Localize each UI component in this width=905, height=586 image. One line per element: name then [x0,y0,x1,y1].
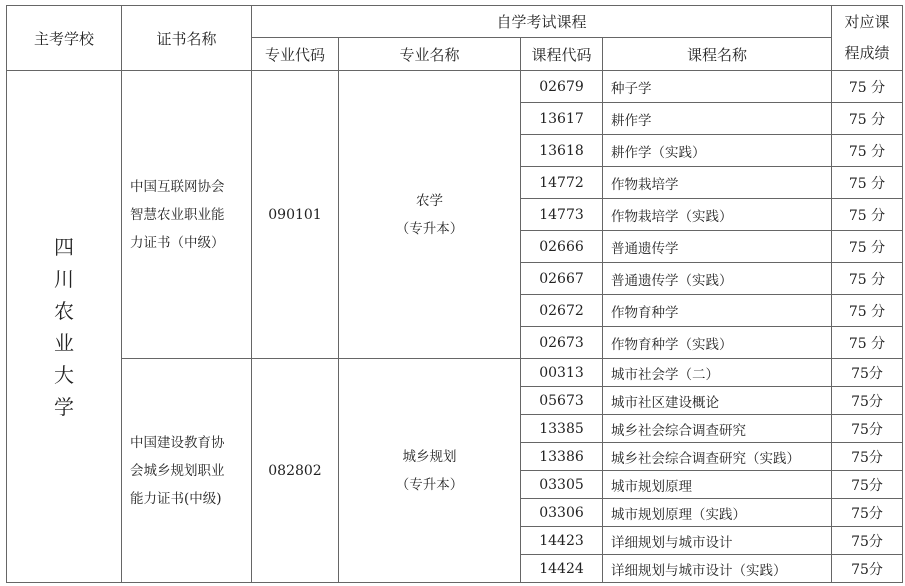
course-equivalence-table [6,5,903,583]
header-score-line1: 对应课 [844,13,890,31]
course-score: 75 分 [832,135,903,167]
cert-line: 会城乡规划职业 [130,462,225,479]
course-name: 作物栽培学（实践） [603,199,832,231]
table-body [7,6,903,583]
cert-line: 智慧农业职业能 [130,206,225,223]
course-code: 14773 [521,199,603,231]
course-name: 城市规划原理 [603,471,832,499]
school-char: 农 [54,298,74,323]
course-name: 城乡社会综合调查研究（实践） [603,443,832,471]
course-score: 75分 [832,415,903,443]
header-self-study: 自学考试课程 [252,6,832,38]
course-row [7,71,903,103]
course-name: 作物栽培学 [603,167,832,199]
header-school: 主考学校 [7,6,122,71]
course-name: 作物育种学（实践） [603,327,832,359]
major-line: 城乡规划 [402,448,457,465]
course-score: 75分 [832,471,903,499]
school-char: 学 [54,394,74,419]
course-score: 75 分 [832,167,903,199]
major-name [339,71,521,359]
cert-line: 中国建设教育协 [130,434,225,451]
course-code: 14772 [521,167,603,199]
cert-name [122,359,252,583]
school-char: 大 [54,362,74,387]
major-line: （专升本） [395,220,464,237]
course-name: 普通遗传学（实践） [603,263,832,295]
course-score: 75分 [832,527,903,555]
course-name: 种子学 [603,71,832,103]
course-code: 03305 [521,471,603,499]
school-char: 业 [54,330,74,355]
course-name: 城市社区建设概论 [603,387,832,415]
course-code: 03306 [521,499,603,527]
course-score: 75 分 [832,103,903,135]
school-name [7,71,122,583]
course-score: 75分 [832,443,903,471]
course-code: 13385 [521,415,603,443]
major-line: （专升本） [395,476,464,493]
course-name: 作物育种学 [603,295,832,327]
course-row [7,359,903,387]
course-code: 02672 [521,295,603,327]
course-name: 详细规划与城市设计（实践） [603,555,832,583]
header-cert: 证书名称 [122,6,252,71]
course-name: 城市社会学（二） [603,359,832,387]
course-score: 75分 [832,359,903,387]
course-score: 75 分 [832,327,903,359]
header-course-code: 课程代码 [521,38,603,71]
course-code: 14424 [521,555,603,583]
course-name: 城市规划原理（实践） [603,499,832,527]
course-code: 00313 [521,359,603,387]
course-score: 75 分 [832,295,903,327]
course-code: 02679 [521,71,603,103]
course-code: 02667 [521,263,603,295]
cert-line: 力证书（中级） [130,234,225,251]
cert-line: 能力证书(中级) [130,490,222,507]
cert-line: 中国互联网协会 [130,178,225,195]
course-code: 02666 [521,231,603,263]
course-name: 普通遗传学 [603,231,832,263]
major-line: 农学 [416,192,443,209]
school-char: 川 [54,266,74,291]
course-name: 耕作学（实践） [603,135,832,167]
header-score-line2: 程成绩 [844,44,890,62]
course-score: 75 分 [832,231,903,263]
school-char: 四 [54,234,74,259]
course-score: 75分 [832,387,903,415]
course-score: 75 分 [832,199,903,231]
course-score: 75分 [832,499,903,527]
course-name: 城乡社会综合调查研究 [603,415,832,443]
course-code: 02673 [521,327,603,359]
cert-name [122,71,252,359]
course-code: 05673 [521,387,603,415]
course-code: 13386 [521,443,603,471]
header-score [832,6,903,71]
course-code: 13617 [521,103,603,135]
course-code: 14423 [521,527,603,555]
course-code: 13618 [521,135,603,167]
major-name [339,359,521,583]
course-name: 详细规划与城市设计 [603,527,832,555]
major-code: 090101 [252,71,339,359]
header-row-1 [7,6,903,38]
course-name: 耕作学 [603,103,832,135]
header-course-name: 课程名称 [603,38,832,71]
header-major-name: 专业名称 [339,38,521,71]
course-score: 75 分 [832,71,903,103]
major-code: 082802 [252,359,339,583]
course-score: 75 分 [832,263,903,295]
course-score: 75分 [832,555,903,583]
header-major-code: 专业代码 [252,38,339,71]
